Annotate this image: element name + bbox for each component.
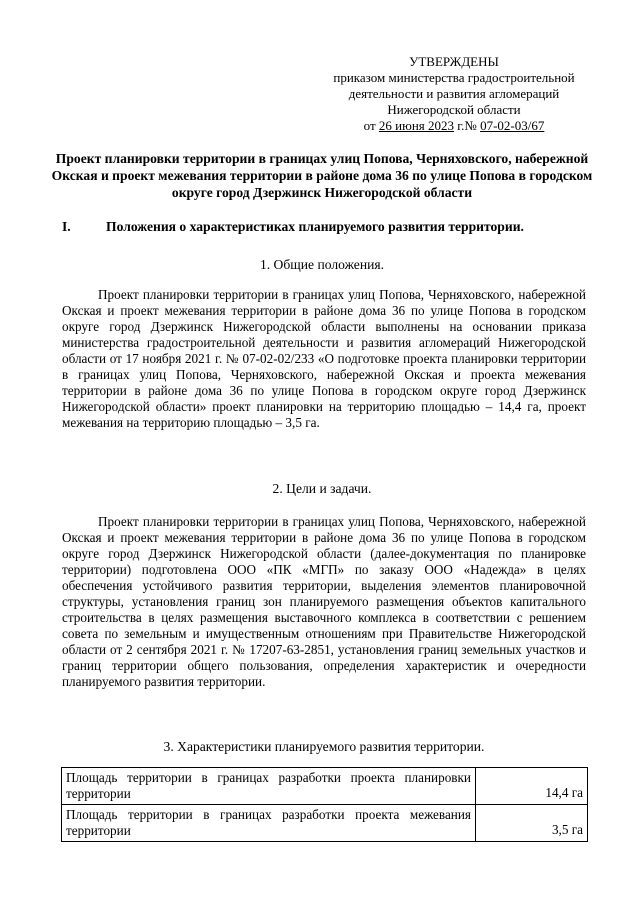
approval-date-line [312, 118, 596, 134]
paragraph-goals: Проект планировки территории в границах улиц Попова, Черняховского, набережной Окская и проект межевания территории в районе дома 36 по улице Попова в городском округе город Дзержинск Нижегородской области (далее-документация по планировке территории) подготовлена ООО «ПК «МГП» по заказу ООО «Надежда» в целях обеспечения устойчивого развития территории, выделения элементов планировочной структуры, установления границ зон планируемого размещения объектов капитального строительства в целях размещения выставочного комплекса в соответствии с решением совета по земельным и имущественным отношениям при Правительстве Нижегородской области от 2 сентября 2021 г. № 17207-63-2851, установления границ земельных участков и границ территории общего пользования, определения характеристик и очередности планируемого развития территории. [62, 514, 586, 689]
approval-date: 26 июня 2023 [378, 118, 455, 133]
section-heading [62, 218, 602, 235]
characteristics-table [61, 767, 588, 842]
approval-stamp [312, 54, 596, 134]
approval-line: Нижегородской области [387, 102, 521, 117]
date-prefix: от [363, 118, 379, 133]
approval-number: 07-02-03/67 [480, 118, 545, 133]
table-row [62, 768, 588, 805]
table-cell-value: 3,5 га [476, 805, 588, 842]
paragraph-general: Проект планировки территории в границах улиц Попова, Черняховского, набережной Окская и проект межевания территории в районе дома 36 по улице Попова в городском округе город Дзержинск Нижегородской области выполнены на основании приказа министерства градостроительной деятельности и развития агломераций Нижегородской области от 17 ноября 2021 г. № 07-02-02/233 «О подготовке проекта планировки территории в границах улиц Попова, Черняховского, набережной Окская и проекта межевания территории в районе дома 36 по улице Попова в городском округе город Дзержинск Нижегородской области» проект планировки на территорию площадью – 14,4 га, проект межевания на территорию площадью – 3,5 га. [62, 287, 586, 430]
table-cell-label: Площадь территории в границах разработки проекта межевания территории [62, 805, 476, 842]
subsection-heading-general: 1. Общие положения. [259, 257, 385, 272]
table-cell-value: 14,4 га [476, 768, 588, 805]
approval-line: деятельности и развития агломераций [348, 86, 560, 101]
table-cell-label: Площадь территории в границах разработки проекта планировки территории [62, 768, 476, 805]
approval-line: приказом министерства градостроительной [333, 70, 575, 85]
section-title: Положения о характеристиках планируемого развития территории. [106, 219, 524, 234]
document-title: Проект планировки территории в границах улиц Попова, Черняховского, набережной Окская и проект межевания территории в районе дома 36 по улице Попова в городском округе город Дзержинск Нижегородской области [51, 151, 593, 200]
table-row [62, 805, 588, 842]
section-number: I. [62, 219, 71, 234]
date-suffix: г.№ [454, 118, 481, 133]
subsection-heading-characteristics: 3. Характеристики планируемого развития территории. [163, 739, 485, 754]
subsection-heading-goals: 2. Цели и задачи. [272, 481, 372, 496]
approval-title: УТВЕРЖДЕНЫ [409, 54, 499, 69]
